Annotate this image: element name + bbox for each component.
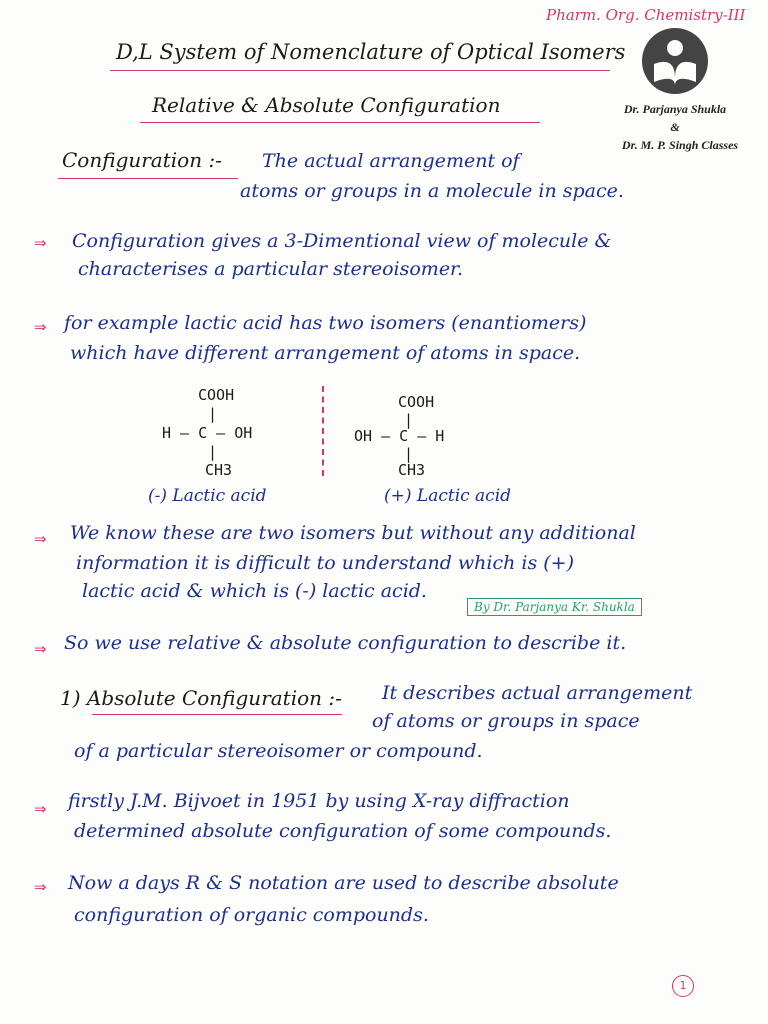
structure-1-label: (-) Lactic acid	[148, 486, 267, 506]
absolute-text-3: of a particular stereoisomer or compound.	[74, 740, 483, 762]
structure-1-top: COOH	[198, 386, 235, 404]
point-3-line-1: We know these are two isomers but without any additional	[70, 522, 636, 544]
point-2-line-1: for example lactic acid has two isomers (enantiomers)	[64, 312, 587, 334]
mirror-plane-divider	[322, 386, 324, 476]
point-1-line-2: characterises a particular stereoisomer.	[78, 258, 464, 280]
author-name-2: Dr. M. P. Singh Classes	[621, 138, 739, 152]
title2-underline	[140, 122, 540, 123]
point-4-line-1: So we use relative & absolute configuration to describe it.	[64, 632, 627, 654]
person-book-logo	[640, 26, 710, 96]
absolute-underline	[92, 714, 342, 715]
author-stamp: By Dr. Parjanya Kr. Shukla	[467, 598, 642, 616]
point-5-line-2: determined absolute configuration of some compounds.	[74, 820, 612, 842]
point-6-line-2: configuration of organic compounds.	[74, 904, 429, 926]
course-tag: Pharm. Org. Chemistry-III	[546, 6, 746, 24]
page-number: 1	[672, 975, 694, 997]
arrow-bullet-icon: ⇒	[34, 318, 47, 336]
definition-underline	[58, 178, 238, 179]
title1-underline	[110, 70, 610, 71]
arrow-bullet-icon: ⇒	[34, 800, 47, 818]
title-line-1: D,L System of Nomenclature of Optical Isomers	[116, 40, 626, 64]
structure-2-bottom: CH3	[398, 461, 426, 479]
absolute-text-1: It describes actual arrangement	[382, 682, 693, 704]
structure-2-top: COOH	[398, 393, 435, 411]
definition-term: Configuration :-	[62, 148, 222, 172]
point-3-line-2: information it is difficult to understand which is (+)	[76, 552, 574, 574]
arrow-bullet-icon: ⇒	[34, 878, 47, 896]
structure-1-bond-down: |	[208, 443, 218, 461]
structure-1-middle: H — C — OH	[162, 424, 253, 442]
arrow-bullet-icon: ⇒	[34, 640, 47, 658]
structure-1-bond-up: |	[208, 405, 218, 423]
structure-2-middle: OH — C — H	[354, 427, 445, 445]
absolute-text-2: of atoms or groups in space	[372, 710, 640, 732]
definition-text-2: atoms or groups in a molecule in space.	[240, 180, 624, 202]
structure-1-bottom: CH3	[205, 461, 233, 479]
structure-2-bond-down: |	[404, 445, 414, 463]
arrow-bullet-icon: ⇒	[34, 234, 47, 252]
structure-2-label: (+) Lactic acid	[384, 486, 512, 506]
author-name-1: Dr. Parjanya Shukla	[623, 102, 727, 116]
point-6-line-1: Now a days R & S notation are used to describe absolute	[68, 872, 619, 894]
definition-text-1: The actual arrangement of	[262, 150, 520, 172]
arrow-bullet-icon: ⇒	[34, 530, 47, 548]
point-3-line-3: lactic acid & which is (-) lactic acid.	[82, 580, 427, 602]
absolute-heading: 1) Absolute Configuration :-	[60, 686, 342, 710]
author-ampersand: &	[670, 120, 680, 134]
title-line-2: Relative & Absolute Configuration	[152, 93, 501, 117]
point-2-line-2: which have different arrangement of atoms in space.	[70, 342, 581, 364]
structure-2-bond-up: |	[404, 411, 414, 429]
point-1-line-1: Configuration gives a 3-Dimentional view of molecule &	[72, 230, 612, 252]
point-5-line-1: firstly J.M. Bijvoet in 1951 by using X-ray diffraction	[68, 790, 570, 812]
